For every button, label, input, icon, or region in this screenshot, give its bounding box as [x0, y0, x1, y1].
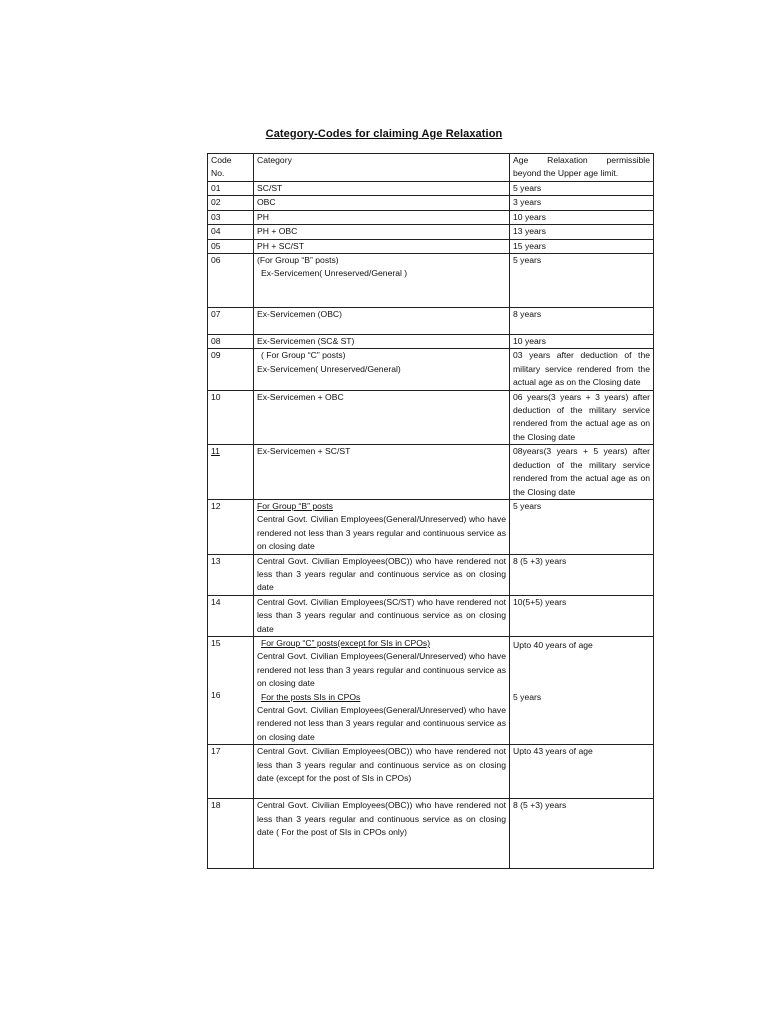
code-cell: 14	[208, 595, 254, 636]
category-cell	[254, 254, 510, 308]
category-group-note: (For Group “B” posts)	[257, 255, 339, 266]
age-cell: 5 years	[510, 254, 654, 308]
code-cell: 01	[208, 182, 254, 196]
age-cell: 5 years	[510, 499, 654, 554]
category-cell	[254, 349, 510, 390]
table-header-row	[208, 154, 654, 182]
category-cell: PH	[254, 210, 510, 224]
age-cell	[510, 636, 654, 744]
code-cell: 05	[208, 239, 254, 253]
category-cell: Ex-Servicemen (OBC)	[254, 308, 510, 335]
category-cell: PH + OBC	[254, 225, 510, 239]
table-row	[208, 182, 654, 196]
age-value: Upto 40 years of age	[513, 639, 593, 650]
code-cell: 17	[208, 745, 254, 799]
age-cell: 10 years	[510, 210, 654, 224]
age-cell: 15 years	[510, 239, 654, 253]
category-cell	[254, 636, 510, 744]
code-cell: 18	[208, 799, 254, 869]
category-cell: Central Govt. Civilian Employees(OBC)) who have rendered not less than 3 years regular and continuous service as on closing date	[254, 554, 510, 595]
code-cell	[208, 636, 254, 744]
age-cell: Upto 43 years of age	[510, 745, 654, 799]
table-row	[208, 799, 654, 869]
header-age-line2: beyond the Upper age limit.	[513, 168, 619, 179]
code-value: 16	[211, 690, 221, 701]
code-cell: 06	[208, 254, 254, 308]
code-cell: 02	[208, 196, 254, 210]
category-cell: SC/ST	[254, 182, 510, 196]
age-cell: 5 years	[510, 182, 654, 196]
age-cell: 10(5+5) years	[510, 595, 654, 636]
category-cell: Ex-Servicemen + SC/ST	[254, 445, 510, 500]
age-cell: 08years(3 years + 5 years) after deduction of the military service rendered from the actual age as on the Closing date	[510, 445, 654, 500]
table-row	[208, 254, 654, 308]
category-group-heading: For Group “C” posts(except for SIs in CPOs)	[261, 637, 431, 648]
header-code-cell	[208, 154, 254, 182]
code-cell: 08	[208, 335, 254, 349]
code-cell: 13	[208, 554, 254, 595]
table-row	[208, 308, 654, 335]
category-cell: Ex-Servicemen + OBC	[254, 390, 510, 445]
code-cell: 12	[208, 499, 254, 554]
category-cell: PH + SC/ST	[254, 239, 510, 253]
category-cell: Central Govt. Civilian Employees(SC/ST) who have rendered not less than 3 years regular and continuous service as on closing date	[254, 595, 510, 636]
category-cell: Central Govt. Civilian Employees(OBC)) who have rendered not less than 3 years regular and continuous service as on closing date ( For the post of SIs in CPOs only)	[254, 799, 510, 869]
header-age-line1: Age Relaxation permissible	[513, 155, 650, 165]
header-category: Category	[254, 154, 510, 182]
page-title: Category-Codes for claiming Age Relaxation	[265, 128, 503, 140]
category-text: Central Govt. Civilian Employees(General/Unreserved) who have rendered not less than 3 years regular and continuous service as on closing date	[257, 651, 506, 689]
category-cell: Central Govt. Civilian Employees(OBC)) who have rendered not less than 3 years regular and continuous service as on closing date (except for the post of SIs in CPOs)	[254, 745, 510, 799]
code-cell: 10	[208, 390, 254, 445]
code-cell: 07	[208, 308, 254, 335]
table-row	[208, 390, 654, 445]
header-age-cell	[510, 154, 654, 182]
code-cell: 11	[208, 445, 254, 500]
age-cell: 8 years	[510, 308, 654, 335]
category-cell: Ex-Servicemen (SC& ST)	[254, 335, 510, 349]
code-cell: 03	[208, 210, 254, 224]
age-cell: 06 years(3 years + 3 years) after deduction of the military service rendered from the actual age as on the Closing date	[510, 390, 654, 445]
table-row-group-c	[208, 636, 654, 744]
category-cell	[254, 499, 510, 554]
age-cell: 3 years	[510, 196, 654, 210]
category-text: Ex-Servicemen( Unreserved/General)	[257, 363, 401, 374]
table-row	[208, 745, 654, 799]
table-row	[208, 196, 654, 210]
code-cell: 04	[208, 225, 254, 239]
table-row	[208, 349, 654, 390]
category-text: Central Govt. Civilian Employees(General/Unreserved) who have rendered not less than 3 years regular and continuous service as on closing date	[257, 705, 506, 742]
table-row	[208, 210, 654, 224]
table-row	[208, 225, 654, 239]
category-group-heading: For the posts SIs in CPOs	[261, 691, 361, 702]
category-text: Ex-Servicemen( Unreserved/General )	[261, 268, 408, 279]
age-cell: 03 years after deduction of the military service rendered from the actual age as on the Closing date	[510, 349, 654, 390]
age-cell: 10 years	[510, 335, 654, 349]
code-cell: 09	[208, 349, 254, 390]
table-row	[208, 239, 654, 253]
table-row	[208, 595, 654, 636]
header-no: No.	[211, 168, 225, 179]
category-group-note: ( For Group “C” posts)	[261, 350, 346, 361]
table-row	[208, 445, 654, 500]
age-relaxation-table	[207, 153, 654, 869]
table-row	[208, 335, 654, 349]
table-row	[208, 554, 654, 595]
table-row	[208, 499, 654, 554]
age-cell: 8 (5 +3) years	[510, 799, 654, 869]
code-value: 15	[211, 637, 221, 648]
category-group-heading: For Group “B” posts	[257, 500, 333, 511]
header-code: Code	[211, 155, 232, 165]
age-cell: 8 (5 +3) years	[510, 554, 654, 595]
age-cell: 13 years	[510, 225, 654, 239]
category-cell: OBC	[254, 196, 510, 210]
age-value: 5 years	[513, 692, 542, 703]
category-text: Central Govt. Civilian Employees(General/Unreserved) who have rendered not less than 3 years regular and continuous service as on closing date	[257, 514, 506, 552]
